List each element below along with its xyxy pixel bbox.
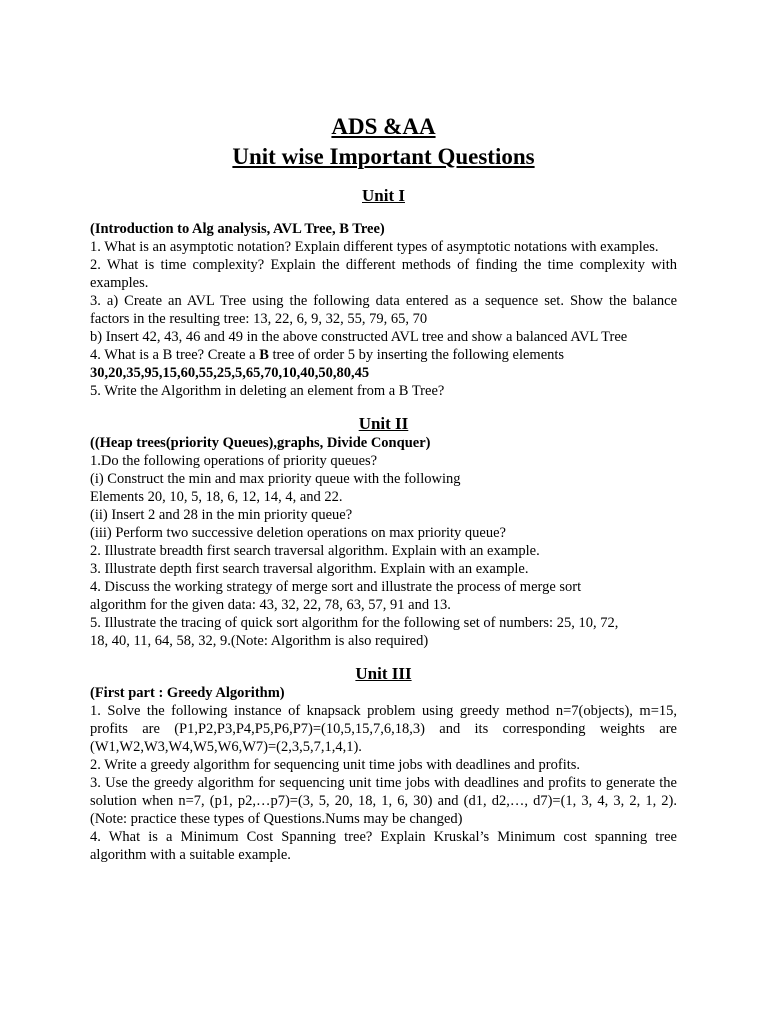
unit-2-line: Elements 20, 10, 5, 18, 6, 12, 14, 4, and 22. [90, 489, 343, 505]
unit-3-heading: Unit III [355, 664, 412, 683]
unit-1-topic: (Introduction to Alg analysis, AVL Tree, B Tree) [90, 221, 385, 237]
unit-3-question-1: 1. Solve the following instance of knapsack problem using greedy method n=7(objects), m=15, profits are (P1,P2,P3,P4,P5,P6,P7)=(10,5,15,7,6,18,3) and its corresponding weights are (W1,W2,W3,W4,W5,W6,W7)=(2,3,5,7,1,4,1). [90, 703, 677, 755]
document-title: ADS &AA [331, 114, 436, 139]
unit-2-line: 2. Illustrate breadth first search traversal algorithm. Explain with an example. [90, 543, 540, 559]
unit-2-topic: ((Heap trees(priority Queues),graphs, Divide Conquer) [90, 435, 431, 451]
document-subtitle: Unit wise Important Questions [232, 144, 535, 169]
unit-3-question-3: 3. Use the greedy algorithm for sequencing unit time jobs with deadlines and profits to generate the solution when n=7, (p1, p2,…p7)=(3, 5, 20, 18, 1, 6, 30) and (d1, d2,…, d7)=(1, 3, 4, 3, 2, 1, 2). (Note: practice these types of Questions.Nums may be changed) [90, 775, 677, 827]
unit-3-topic: (First part : Greedy Algorithm) [90, 685, 285, 701]
q4-text-start: 4. What is a B tree? Create a [90, 347, 260, 363]
unit-2-line: 1.Do the following operations of priority queues? [90, 453, 378, 469]
unit-3-question-2: 2. Write a greedy algorithm for sequencing unit time jobs with deadlines and profits. [90, 757, 581, 773]
unit-1-question-3b: b) Insert 42, 43, 46 and 49 in the above constructed AVL tree and show a balanced AVL Tree [90, 329, 628, 345]
unit-1-question-5: 5. Write the Algorithm in deleting an element from a B Tree? [90, 383, 445, 399]
unit-2-line: (iii) Perform two successive deletion operations on max priority queue? [90, 525, 506, 541]
unit-2-line: 3. Illustrate depth first search traversal algorithm. Explain with an example. [90, 561, 529, 577]
q4-text-end: tree of order 5 by inserting the following elements [268, 347, 565, 363]
q4-bold-b: B [259, 347, 269, 363]
unit-2-line: 18, 40, 11, 64, 58, 32, 9.(Note: Algorithm is also required) [90, 633, 429, 649]
unit-2-line: 4. Discuss the working strategy of merge sort and illustrate the process of merge sort [90, 579, 582, 595]
document-page [90, 112, 677, 864]
unit-2-line: algorithm for the given data: 43, 32, 22, 78, 63, 57, 91 and 13. [90, 597, 451, 613]
unit-1-question-4 [90, 346, 677, 364]
unit-2-line: (ii) Insert 2 and 28 in the min priority queue? [90, 507, 353, 523]
unit-1-question-1: 1. What is an asymptotic notation? Explain different types of asymptotic notations with examples. [90, 239, 659, 255]
unit-1-question-3a: 3. a) Create an AVL Tree using the following data entered as a sequence set. Show the balance factors in the resulting tree: 13, 22, 6, 9, 32, 55, 79, 65, 70 [90, 293, 677, 327]
unit-1-question-4-data: 30,20,35,95,15,60,55,25,5,65,70,10,40,50,80,45 [90, 365, 370, 381]
unit-2-line: (i) Construct the min and max priority queue with the following [90, 471, 461, 487]
unit-2-line: 5. Illustrate the tracing of quick sort algorithm for the following set of numbers: 25, 10, 72, [90, 615, 619, 631]
unit-3-question-4: 4. What is a Minimum Cost Spanning tree? Explain Kruskal’s Minimum cost spanning tree algorithm with a suitable example. [90, 829, 677, 863]
unit-1-heading: Unit I [362, 186, 405, 205]
unit-1-question-2: 2. What is time complexity? Explain the different methods of finding the time complexity with examples. [90, 257, 677, 291]
unit-2-heading: Unit II [358, 414, 409, 433]
